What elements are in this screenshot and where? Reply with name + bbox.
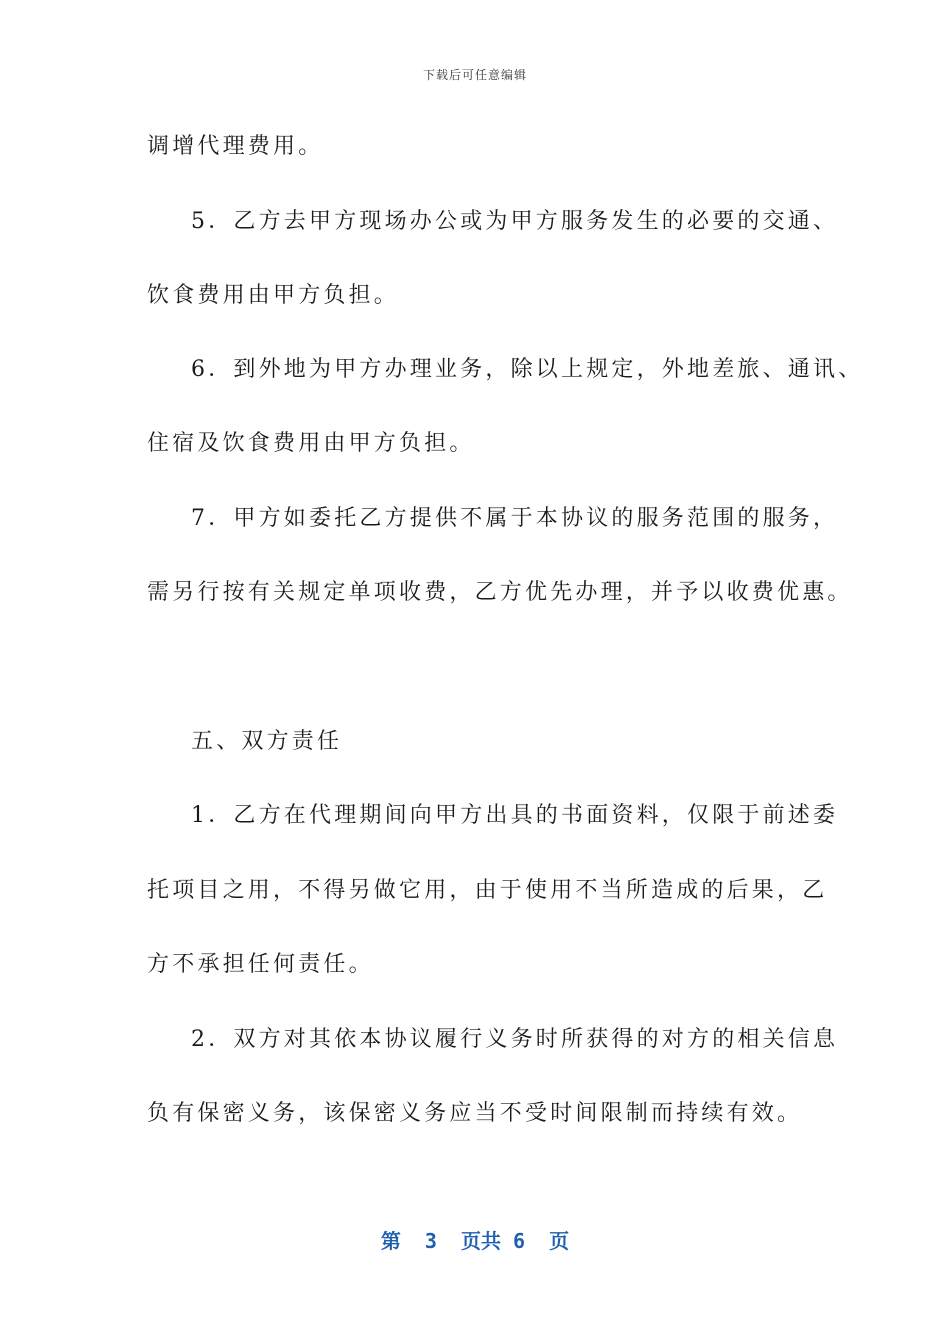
page-number-footer: 第 3 页共 6 页 (380, 1229, 570, 1253)
body-line: 饮食费用由甲方负担。 (147, 283, 400, 308)
body-line: 调增代理费用。 (147, 134, 324, 159)
body-line: 2．双方对其依本协议履行义务时所获得的对方的相关信息 (191, 1027, 839, 1052)
section-heading: 五、双方责任 (191, 729, 343, 754)
body-line: 方不承担任何责任。 (147, 952, 374, 977)
body-line: 住宿及饮食费用由甲方负担。 (147, 431, 475, 456)
page-header-note: 下载后可任意编辑 (422, 68, 527, 82)
body-line: 7．甲方如委托乙方提供不属于本协议的服务范围的服务， (191, 506, 839, 531)
body-line: 需另行按有关规定单项收费，乙方优先办理，并予以收费优惠。 (147, 580, 853, 605)
body-line: 1．乙方在代理期间向甲方出具的书面资料，仅限于前述委 (191, 803, 839, 828)
body-line: 6．到外地为甲方办理业务，除以上规定，外地差旅、通讯、 (191, 357, 864, 382)
body-line: 5．乙方去甲方现场办公或为甲方服务发生的必要的交通、 (191, 209, 839, 234)
body-line: 负有保密义务，该保密义务应当不受时间限制而持续有效。 (147, 1101, 803, 1126)
body-line: 托项目之用，不得另做它用，由于使用不当所造成的后果，乙 (147, 878, 828, 903)
